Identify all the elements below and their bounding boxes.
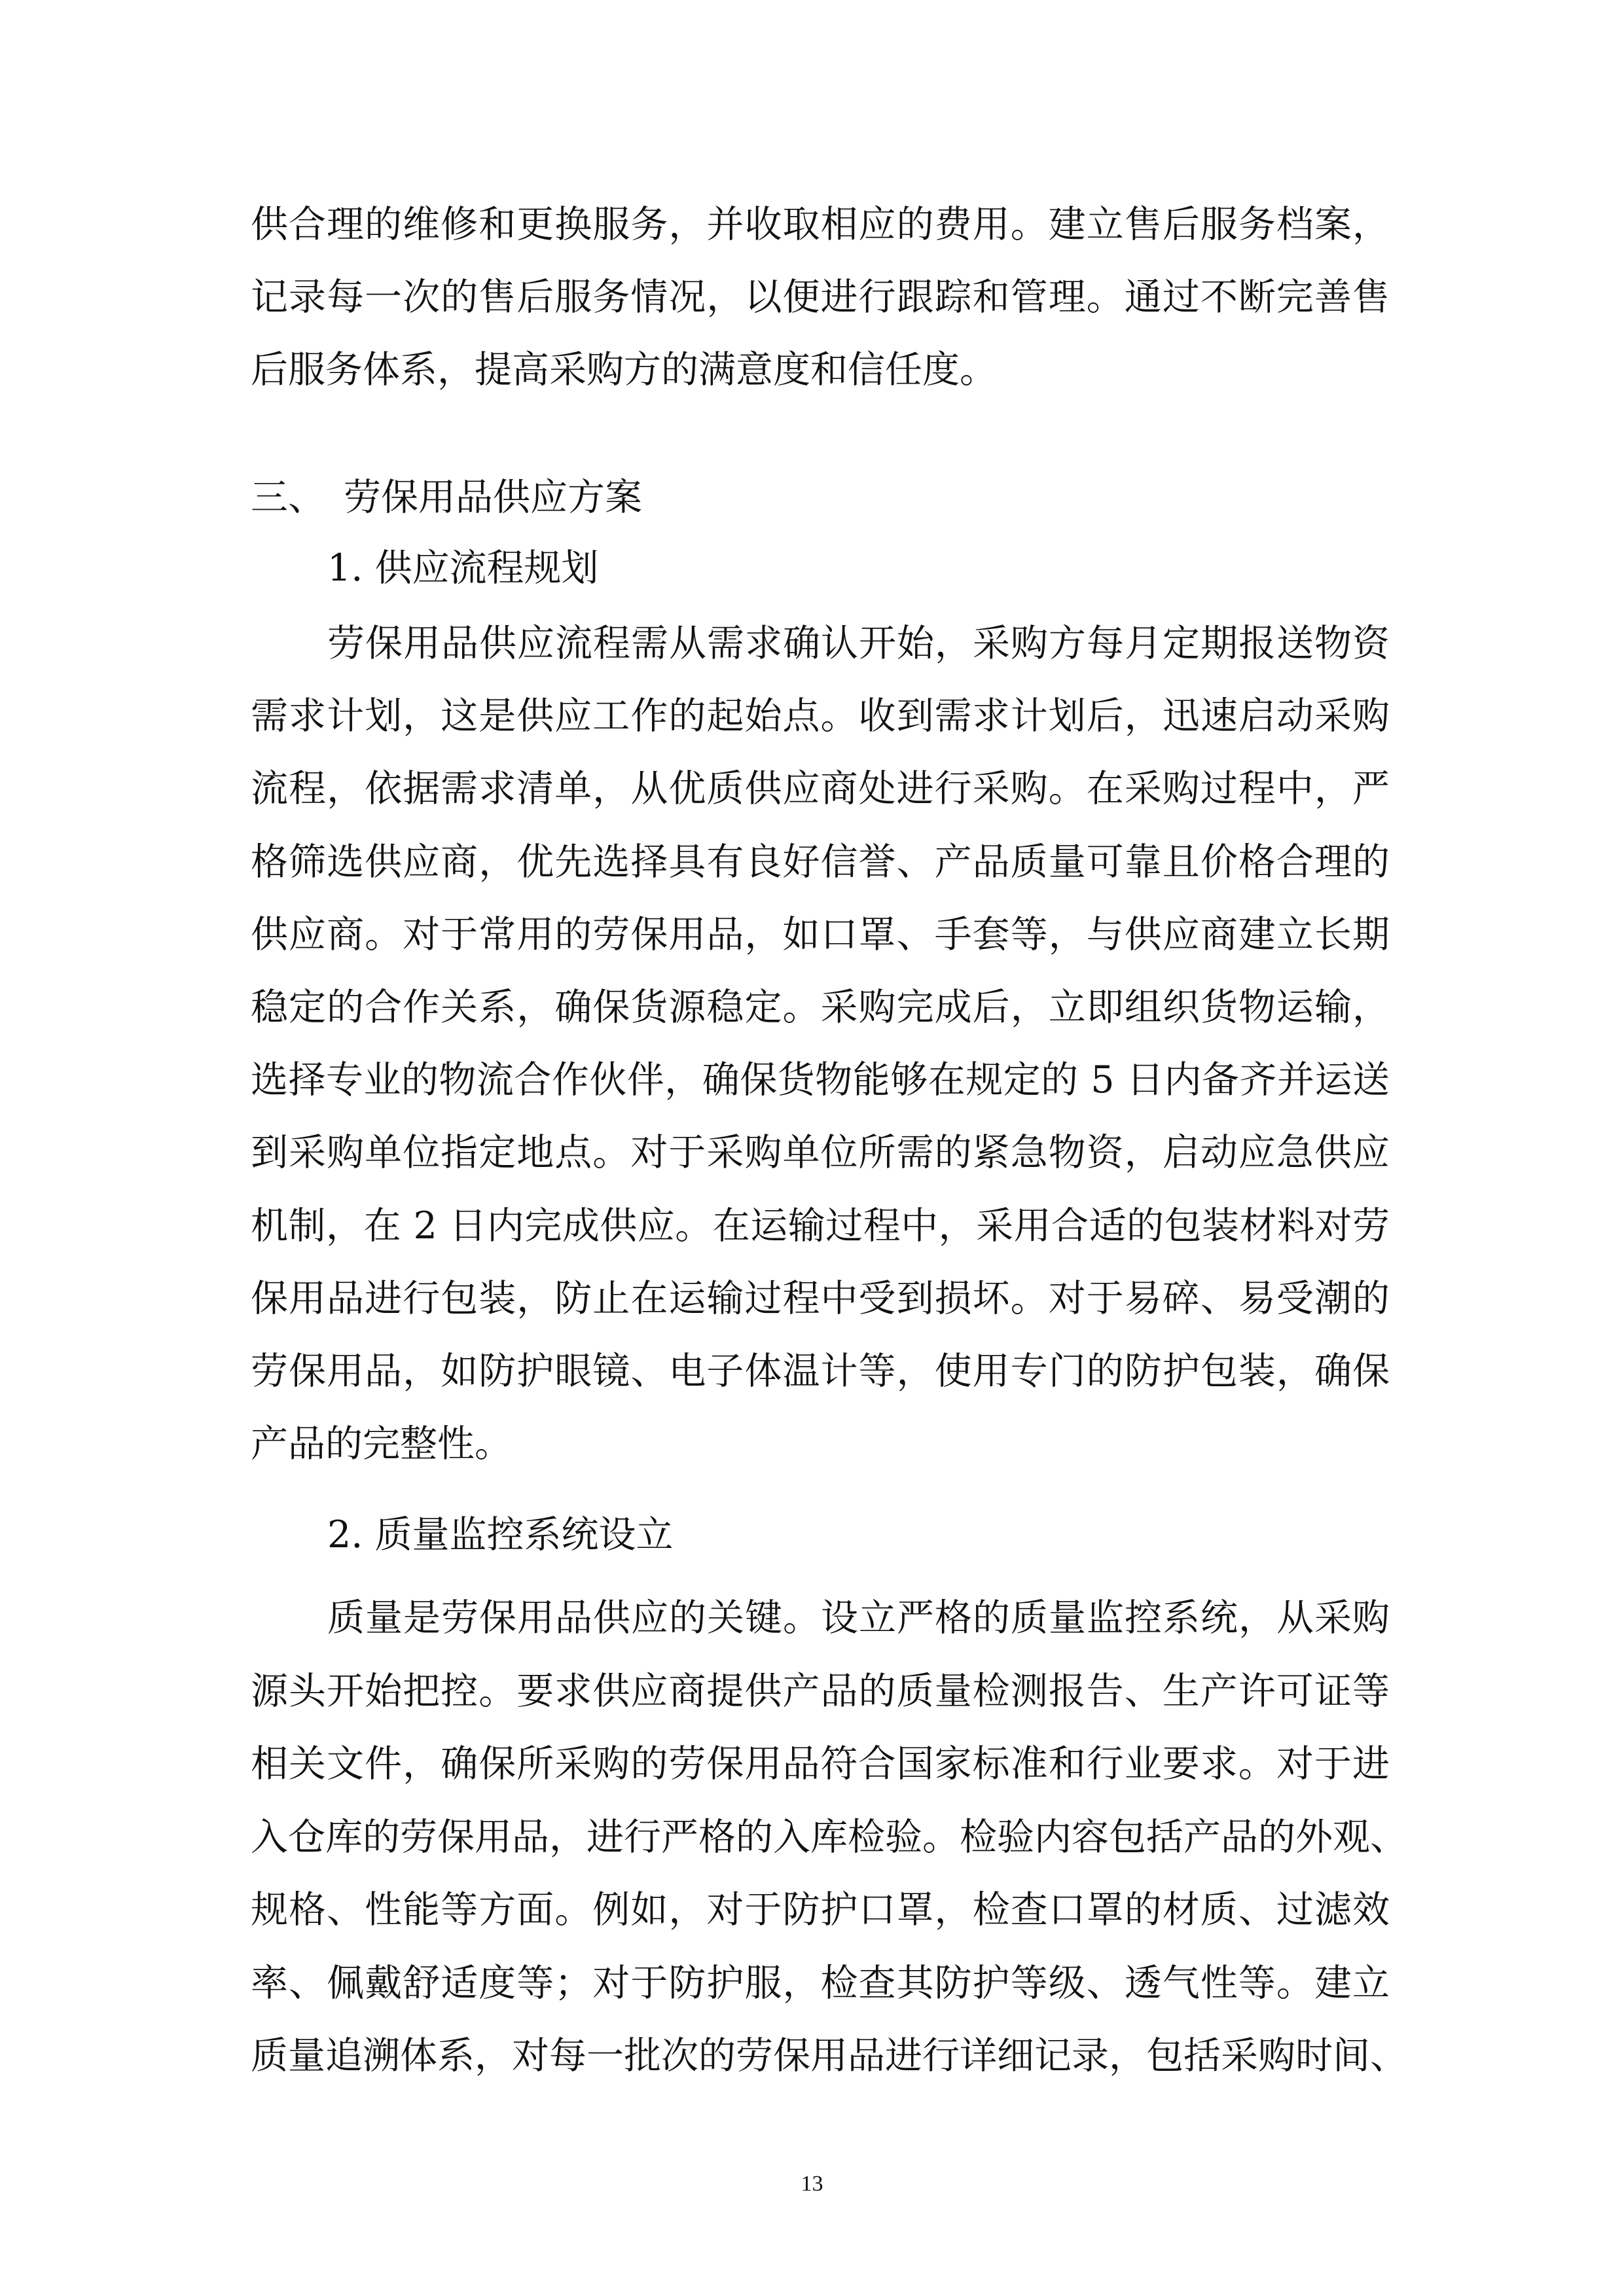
paragraph-line: 规格、性能等方面。例如，对于防护口罩，检查口罩的材质、过滤效	[251, 1888, 1390, 1931]
paragraph-line: 稳定的合作关系，确保货源稳定。采购完成后，立即组织货物运输，	[251, 986, 1390, 1029]
subsection-heading: 2. 质量监控系统设立	[327, 1513, 674, 1556]
paragraph-line: 供合理的维修和更换服务，并收取相应的费用。建立售后服务档案，	[251, 203, 1390, 246]
paragraph-line: 流程，依据需求清单，从优质供应商处进行采购。在采购过程中，严	[251, 767, 1390, 811]
subsection-heading: 1. 供应流程规划	[327, 547, 599, 590]
paragraph-line: 保用品进行包装，防止在运输过程中受到损坏。对于易碎、易受潮的	[251, 1276, 1390, 1320]
paragraph-line: 到采购单位指定地点。对于采购单位所需的紧急物资，启动应急供应	[251, 1131, 1390, 1175]
paragraph-line: 质量追溯体系，对每一批次的劳保用品进行详细记录，包括采购时间、	[251, 2034, 1407, 2077]
paragraph-line: 率、佩戴舒适度等；对于防护服，检查其防护等级、透气性等。建立	[251, 1961, 1390, 2005]
paragraph-line: 记录每一次的售后服务情况，以便进行跟踪和管理。通过不断完善售	[251, 276, 1390, 319]
paragraph-line: 后服务体系，提高采购方的满意度和信任度。	[251, 348, 997, 391]
paragraph-line: 产品的完整性。	[251, 1422, 512, 1466]
section-heading: 劳保用品供应方案	[344, 476, 642, 519]
paragraph-line: 入仓库的劳保用品，进行严格的入库检验。检验内容包括产品的外观、	[251, 1815, 1407, 1859]
section-number: 三、	[251, 476, 325, 519]
paragraph-line: 相关文件，确保所采购的劳保用品符合国家标准和行业要求。对于进	[251, 1742, 1390, 1785]
paragraph-line: 质量是劳保用品供应的关键。设立严格的质量监控系统，从采购	[327, 1596, 1390, 1640]
paragraph-line: 供应商。对于常用的劳保用品，如口罩、手套等，与供应商建立长期	[251, 912, 1390, 956]
paragraph-line: 格筛选供应商，优先选择具有良好信誉、产品质量可靠且价格合理的	[251, 840, 1390, 884]
page-number: 13	[801, 2172, 823, 2196]
paragraph-line: 劳保用品，如防护眼镜、电子体温计等，使用专门的防护包装，确保	[251, 1350, 1390, 1393]
paragraph-line: 劳保用品供应流程需从需求确认开始，采购方每月定期报送物资	[327, 622, 1390, 665]
paragraph-line: 源头开始把控。要求供应商提供产品的质量检测报告、生产许可证等	[251, 1669, 1390, 1713]
paragraph-line: 机制，在 2 日内完成供应。在运输过程中，采用合适的包装材料对劳	[251, 1204, 1390, 1247]
paragraph-line: 选择专业的物流合作伙伴，确保货物能够在规定的 5 日内备齐并运送	[251, 1058, 1390, 1102]
paragraph-line: 需求计划，这是供应工作的起始点。收到需求计划后，迅速启动采购	[251, 694, 1390, 738]
